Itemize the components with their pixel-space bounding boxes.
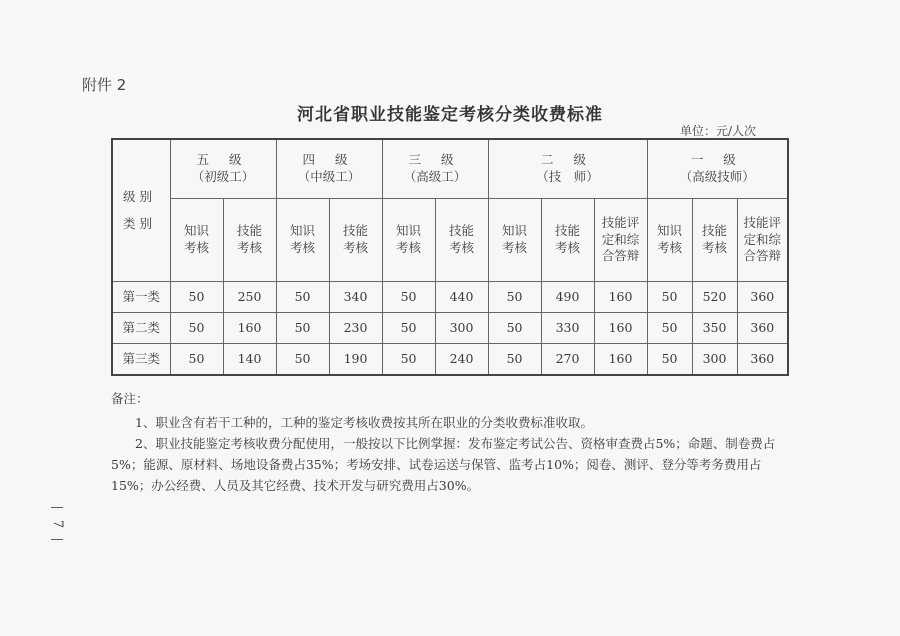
fee-cell: 160 bbox=[594, 282, 647, 313]
fee-cell: 190 bbox=[329, 344, 382, 376]
note-item-1: 1、职业含有若干工种的，工种的鉴定考核收费按其所在职业的分类收费标准收取。 bbox=[135, 415, 593, 430]
grade-header-5: 五 级 （初级工） bbox=[170, 139, 276, 199]
subheader-knowledge: 知识 考核 bbox=[382, 199, 435, 282]
fee-cell: 360 bbox=[737, 282, 788, 313]
fee-cell: 340 bbox=[329, 282, 382, 313]
notes-heading: 备注： bbox=[111, 391, 149, 406]
fee-cell: 50 bbox=[382, 313, 435, 344]
table-row bbox=[112, 344, 788, 376]
fee-cell: 490 bbox=[541, 282, 594, 313]
fee-cell: 160 bbox=[223, 313, 276, 344]
page-number: — 7 — bbox=[50, 500, 65, 547]
grade-header-1: 一 级 （高级技师） bbox=[647, 139, 788, 199]
data-rows bbox=[112, 282, 788, 376]
fee-cell: 160 bbox=[594, 313, 647, 344]
category-cell: 第一类 bbox=[112, 282, 170, 313]
fee-cell: 520 bbox=[692, 282, 737, 313]
subheader-defense: 技能评 定和综 合答辩 bbox=[594, 199, 647, 282]
fee-cell: 300 bbox=[435, 313, 488, 344]
subheader-skill: 技能 考核 bbox=[329, 199, 382, 282]
corner-category-label: 类 别 bbox=[123, 215, 152, 231]
fee-cell: 360 bbox=[737, 313, 788, 344]
note-item-2: 2、职业技能鉴定考核收费分配使用，一般按以下比例掌握：发布鉴定考试公告、资格审查费占5%；命题、制卷费占5%；能源、原材料、场地设备费占35%；考场安排、试卷运送与保管、监考占10%；阅卷、测评、登分等考务费用占15%；办公经费、人员及其它经费、技术开发与研究费用占30%。 bbox=[111, 436, 776, 493]
fee-cell: 50 bbox=[170, 313, 223, 344]
fee-table bbox=[111, 138, 789, 376]
fee-cell: 50 bbox=[382, 282, 435, 313]
fee-cell: 160 bbox=[594, 344, 647, 376]
fee-cell: 50 bbox=[647, 313, 692, 344]
fee-cell: 240 bbox=[435, 344, 488, 376]
fee-cell: 50 bbox=[170, 344, 223, 376]
corner-header-cell bbox=[112, 139, 170, 282]
fee-cell: 50 bbox=[276, 282, 329, 313]
fee-cell: 50 bbox=[647, 344, 692, 376]
subheader-skill: 技能 考核 bbox=[435, 199, 488, 282]
fee-cell: 50 bbox=[647, 282, 692, 313]
category-cell: 第二类 bbox=[112, 313, 170, 344]
unit-label: 单位：元/人次 bbox=[680, 124, 757, 138]
subheader-row bbox=[112, 199, 788, 282]
fee-cell: 140 bbox=[223, 344, 276, 376]
subheader-defense: 技能评 定和综 合答辩 bbox=[737, 199, 788, 282]
fee-cell: 350 bbox=[692, 313, 737, 344]
fee-cell: 50 bbox=[488, 282, 541, 313]
fee-cell: 50 bbox=[276, 313, 329, 344]
document-title: 河北省职业技能鉴定考核分类收费标准 bbox=[297, 105, 603, 125]
fee-cell: 270 bbox=[541, 344, 594, 376]
grade-header-4: 四 级 （中级工） bbox=[276, 139, 382, 199]
attachment-label: 附件 2 bbox=[82, 76, 127, 94]
subheader-knowledge: 知识 考核 bbox=[647, 199, 692, 282]
table-row bbox=[112, 282, 788, 313]
subheader-skill: 技能 考核 bbox=[692, 199, 737, 282]
subheader-knowledge: 知识 考核 bbox=[488, 199, 541, 282]
subheader-knowledge: 知识 考核 bbox=[170, 199, 223, 282]
subheader-skill: 技能 考核 bbox=[541, 199, 594, 282]
fee-cell: 300 bbox=[692, 344, 737, 376]
fee-cell: 50 bbox=[170, 282, 223, 313]
fee-cell: 50 bbox=[488, 313, 541, 344]
fee-cell: 50 bbox=[382, 344, 435, 376]
grade-header-2: 二 级 （技 师） bbox=[488, 139, 647, 199]
table-row bbox=[112, 313, 788, 344]
subheader-skill: 技能 考核 bbox=[223, 199, 276, 282]
subheader-knowledge: 知识 考核 bbox=[276, 199, 329, 282]
fee-cell: 360 bbox=[737, 344, 788, 376]
fee-cell: 50 bbox=[488, 344, 541, 376]
notes-section bbox=[111, 388, 791, 496]
category-cell: 第三类 bbox=[112, 344, 170, 376]
corner-level-label: 级 别 bbox=[123, 189, 152, 205]
grade-header-3: 三 级 （高级工） bbox=[382, 139, 488, 199]
fee-cell: 440 bbox=[435, 282, 488, 313]
fee-cell: 330 bbox=[541, 313, 594, 344]
fee-cell: 250 bbox=[223, 282, 276, 313]
fee-cell: 50 bbox=[276, 344, 329, 376]
fee-cell: 230 bbox=[329, 313, 382, 344]
